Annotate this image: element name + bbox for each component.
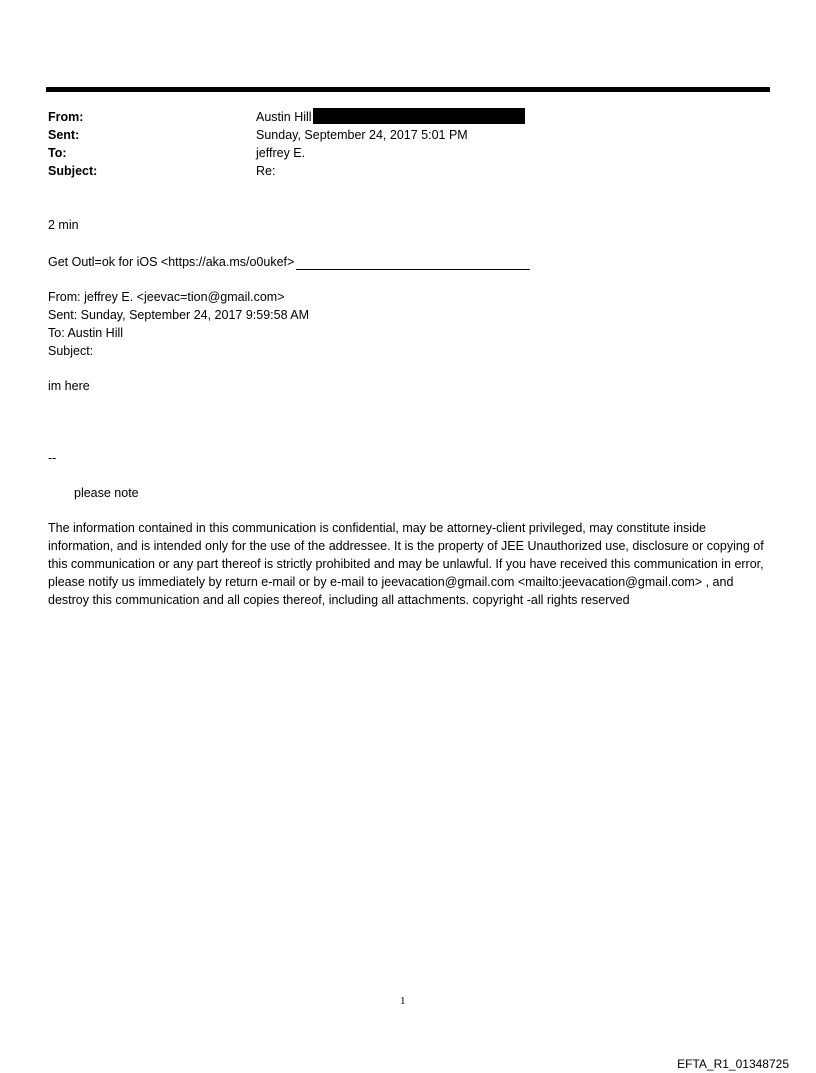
body-line-2min: 2 min xyxy=(48,218,79,232)
document-id: EFTA_R1_01348725 xyxy=(677,1057,789,1071)
quoted-subject: Subject: xyxy=(48,344,94,358)
signature-separator: -- xyxy=(48,451,57,465)
from-label: From: xyxy=(48,110,84,124)
quoted-to: To: Austin Hill xyxy=(48,326,124,340)
quoted-sent: Sent: Sunday, September 24, 2017 9:59:58 AM xyxy=(48,308,310,322)
redaction-block xyxy=(313,108,525,124)
subject-label: Subject: xyxy=(48,164,98,178)
confidentiality-disclaimer: The information contained in this communication is confidential, may be attorney-client privileged, may constitute inside information, and is intended only for the use of the addressee. It is the property of JEE Unauthorized use, disclosure or copying of this communication or any part thereof is strictly prohibited and may be unlawful. If you have received this communication in error, please notify us immediately by return e-mail or by e-mail to jeevacation@gmail.com <mailto:jeevacation@gmail.com> , and destroy this communication and all copies thereof, including all attachments. copyright -all rights reserved xyxy=(48,521,764,607)
sent-row xyxy=(48,126,748,144)
quoted-from: From: jeffrey E. <jeevac=tion@gmail.com> xyxy=(48,290,285,304)
from-value xyxy=(256,108,525,126)
email-header xyxy=(48,108,748,180)
to-row xyxy=(48,144,748,162)
subject-row xyxy=(48,162,748,180)
sent-label: Sent: xyxy=(48,128,80,142)
subject-value: Re: xyxy=(256,164,276,178)
separator-line xyxy=(296,269,530,270)
quoted-message: im here xyxy=(48,379,90,393)
outlook-signature xyxy=(48,253,768,271)
note-text: please note xyxy=(74,486,139,500)
from-row xyxy=(48,108,748,126)
outlook-link-text: Get Outl=ok for iOS <https://aka.ms/o0ukef> xyxy=(48,255,295,269)
from-name: Austin Hill xyxy=(256,110,312,124)
header-divider xyxy=(46,87,770,92)
sent-value: Sunday, September 24, 2017 5:01 PM xyxy=(256,128,468,142)
page-number: 1 xyxy=(400,995,406,1007)
to-label: To: xyxy=(48,146,67,160)
to-value: jeffrey E. xyxy=(256,146,306,160)
